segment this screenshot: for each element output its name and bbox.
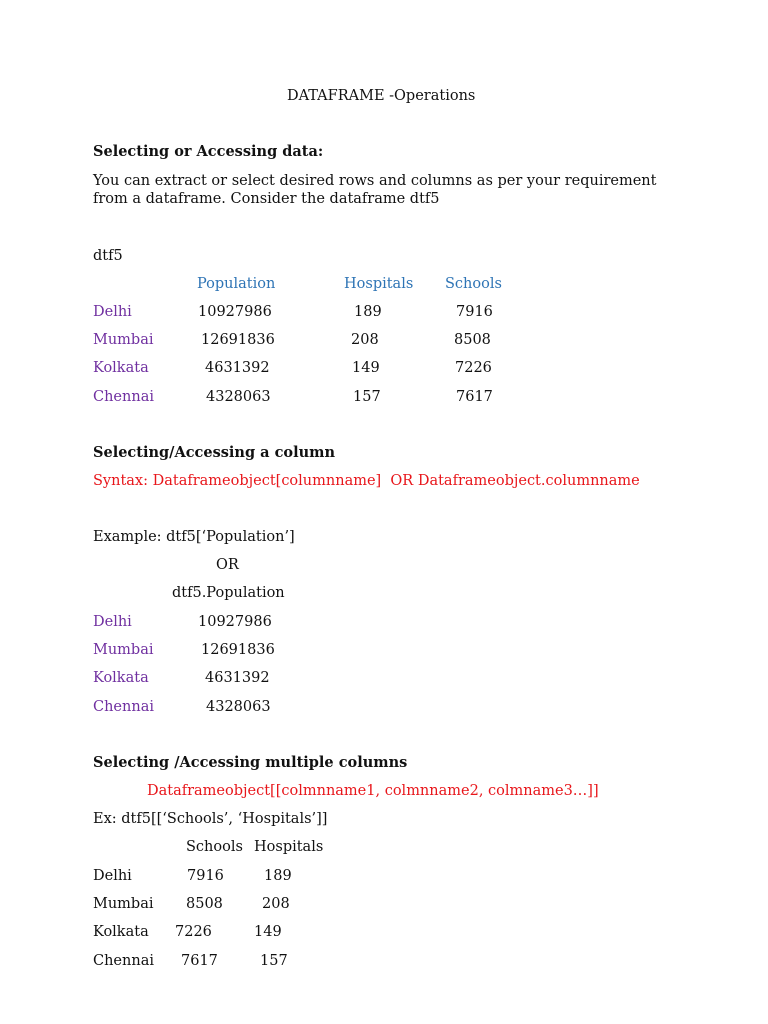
row-index-delhi: Delhi <box>93 614 132 630</box>
row-index-mumbai: Mumbai <box>93 332 154 348</box>
column-header-schools: Schools <box>186 839 243 855</box>
cell-hospitals: 149 <box>352 360 380 376</box>
cell-hospitals: 208 <box>351 332 379 348</box>
section-heading-selecting-accessing-data: Selecting or Accessing data: <box>93 143 324 160</box>
or-label: OR <box>216 557 239 573</box>
row-index-delhi: Delhi <box>93 304 132 320</box>
cell-population: 10927986 <box>198 614 272 630</box>
page-title: DATAFRAME -Operations <box>287 88 476 104</box>
row-index-chennai: Chennai <box>93 699 154 715</box>
row-index-kolkata: Kolkata <box>93 670 149 686</box>
cell-hospitals: 157 <box>260 953 288 969</box>
cell-schools: 7617 <box>456 389 493 405</box>
row-index-mumbai: Mumbai <box>93 896 154 912</box>
cell-population: 12691836 <box>201 642 275 658</box>
row-index-chennai: Chennai <box>93 953 154 969</box>
row-index-chennai: Chennai <box>93 389 154 405</box>
column-header-hospitals: Hospitals <box>254 839 324 855</box>
example-attribute-access: dtf5.Population <box>172 585 285 601</box>
cell-schools: 7226 <box>175 924 212 940</box>
cell-population: 4328063 <box>206 389 271 405</box>
dataframe-name: dtf5 <box>93 248 123 264</box>
section-heading-accessing-a-column: Selecting/Accessing a column <box>93 444 336 461</box>
column-header-hospitals: Hospitals <box>344 276 414 292</box>
cell-hospitals: 189 <box>354 304 382 320</box>
cell-hospitals: 189 <box>264 868 292 884</box>
row-index-mumbai: Mumbai <box>93 642 154 658</box>
syntax-single-column: Syntax: Dataframeobject[columnname] OR Dataframeobject.columnname <box>93 473 640 489</box>
cell-schools: 7617 <box>181 953 218 969</box>
column-header-population: Population <box>197 276 276 292</box>
row-index-kolkata: Kolkata <box>93 924 149 940</box>
cell-hospitals: 208 <box>262 896 290 912</box>
cell-schools: 8508 <box>454 332 491 348</box>
row-index-kolkata: Kolkata <box>93 360 149 376</box>
section-heading-accessing-multiple-columns: Selecting /Accessing multiple columns <box>93 754 408 771</box>
example-multiple-columns: Ex: dtf5[[‘Schools’, ‘Hospitals’]] <box>93 811 328 827</box>
column-header-schools: Schools <box>445 276 502 292</box>
cell-schools: 8508 <box>186 896 223 912</box>
row-index-delhi: Delhi <box>93 868 132 884</box>
cell-population: 4328063 <box>206 699 271 715</box>
cell-schools: 7916 <box>187 868 224 884</box>
cell-population: 4631392 <box>205 670 270 686</box>
intro-line-2: from a dataframe. Consider the dataframe dtf5 <box>93 191 440 207</box>
cell-hospitals: 157 <box>353 389 381 405</box>
cell-population: 10927986 <box>198 304 272 320</box>
cell-schools: 7226 <box>455 360 492 376</box>
cell-population: 4631392 <box>205 360 270 376</box>
cell-population: 12691836 <box>201 332 275 348</box>
example-single-column: Example: dtf5[‘Population’] <box>93 529 295 545</box>
cell-schools: 7916 <box>456 304 493 320</box>
cell-hospitals: 149 <box>254 924 282 940</box>
syntax-multiple-columns: Dataframeobject[[colmnname1, colmnname2, colmname3…]] <box>147 783 599 799</box>
intro-line-1: You can extract or select desired rows and columns as per your requirement <box>93 173 657 189</box>
